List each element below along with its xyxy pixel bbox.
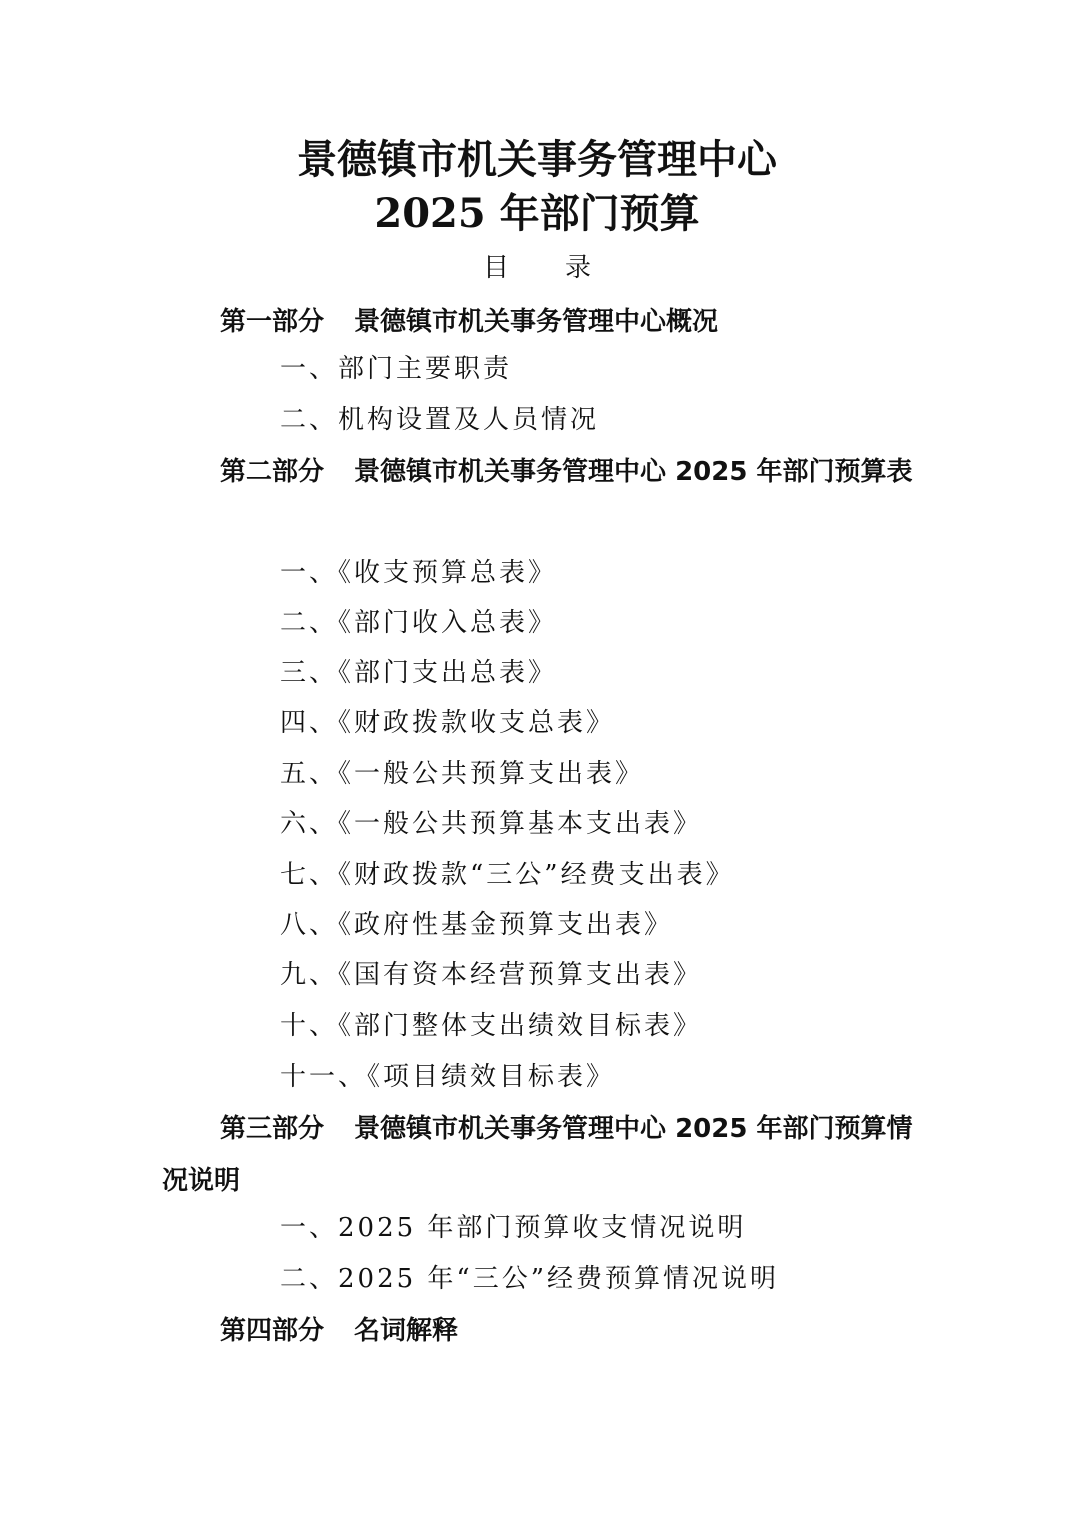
toc-item[interactable]: 六、《一般公共预算基本支出表》 bbox=[280, 809, 703, 839]
toc-part-title: 景德镇市机关事务管理中心概况 bbox=[354, 307, 719, 337]
toc-part-title: 景德镇市机关事务管理中心 2025 年部门预算表 bbox=[354, 457, 913, 487]
document-title-line2: 2025 年部门预算 bbox=[374, 190, 700, 237]
toc-item[interactable]: 五、《一般公共预算支出表》 bbox=[280, 759, 645, 789]
toc-item[interactable]: 三、《部门支出总表》 bbox=[280, 658, 558, 688]
toc-item[interactable]: 二、2025 年“三公”经费预算情况说明 bbox=[280, 1264, 780, 1294]
toc-part-1[interactable] bbox=[162, 296, 922, 348]
toc-part-label: 第二部分 bbox=[220, 457, 325, 487]
toc-part-label: 第一部分 bbox=[220, 307, 325, 337]
toc-item[interactable]: 一、部门主要职责 bbox=[280, 354, 513, 384]
toc-item[interactable]: 一、2025 年部门预算收支情况说明 bbox=[280, 1213, 747, 1243]
toc-part-title: 名词解释 bbox=[354, 1316, 459, 1346]
toc-item[interactable]: 七、《财政拨款“三公”经费支出表》 bbox=[280, 860, 735, 890]
toc-part-label: 第四部分 bbox=[220, 1316, 325, 1346]
toc-item[interactable]: 四、《财政拨款收支总表》 bbox=[280, 708, 616, 738]
toc-part-2[interactable] bbox=[162, 446, 922, 498]
toc-part-title: 景德镇市机关事务管理中心 2025 年部门预算情况说明 bbox=[162, 1114, 913, 1196]
toc-item[interactable]: 十、《部门整体支出绩效目标表》 bbox=[280, 1011, 703, 1041]
document-title-line1: 景德镇市机关事务管理中心 bbox=[297, 136, 777, 183]
toc-part-label: 第三部分 bbox=[220, 1114, 325, 1144]
toc-heading: 目录 bbox=[482, 253, 647, 283]
toc-item[interactable]: 八、《政府性基金预算支出表》 bbox=[280, 910, 674, 940]
toc-item[interactable]: 二、《部门收入总表》 bbox=[280, 608, 558, 638]
toc-item[interactable]: 九、《国有资本经营预算支出表》 bbox=[280, 960, 703, 990]
toc-item[interactable]: 二、机构设置及人员情况 bbox=[280, 405, 600, 435]
toc-part-4[interactable] bbox=[162, 1305, 922, 1357]
toc-part-3[interactable] bbox=[162, 1103, 922, 1207]
toc-item[interactable]: 十一、《项目绩效目标表》 bbox=[280, 1062, 616, 1092]
toc-item[interactable]: 一、《收支预算总表》 bbox=[280, 558, 558, 588]
